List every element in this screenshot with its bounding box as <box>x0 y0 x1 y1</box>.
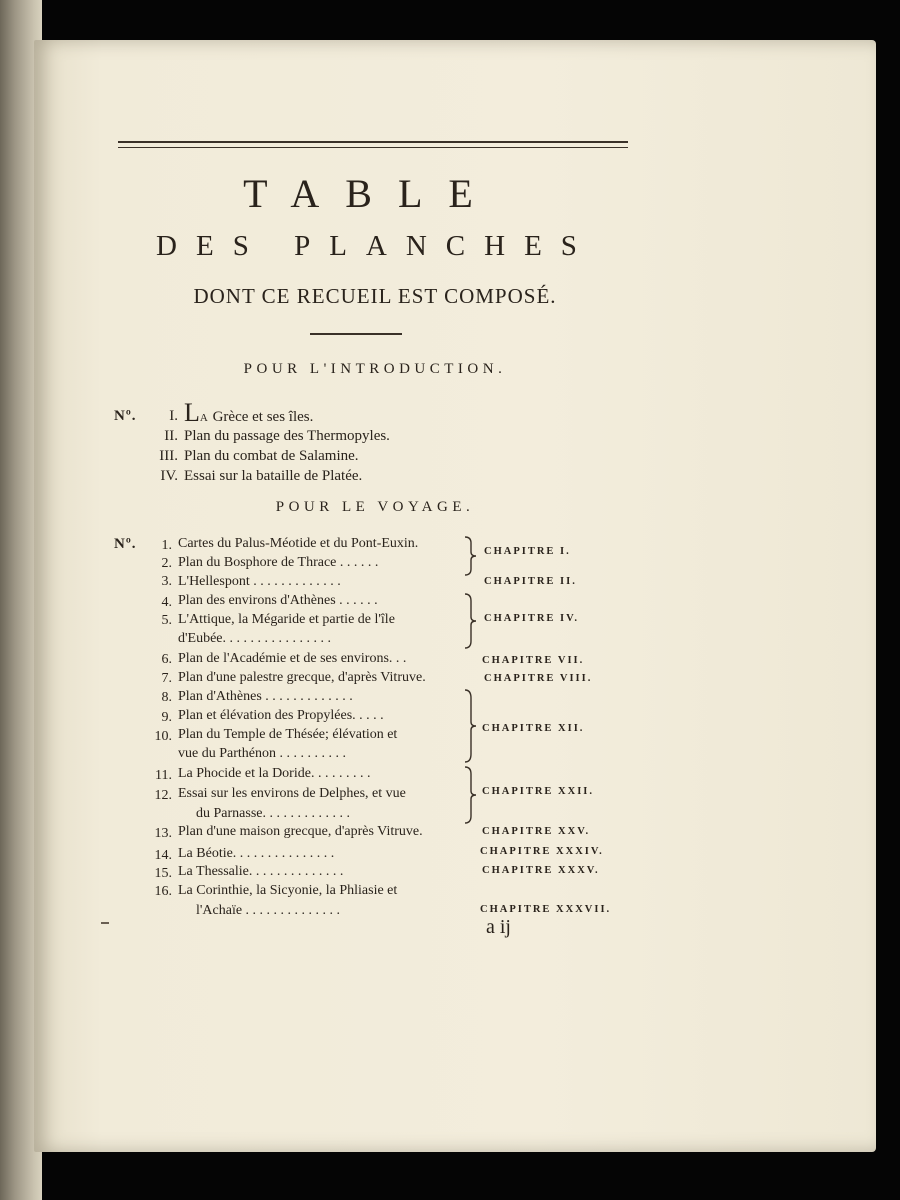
plate-number: II. <box>164 428 178 444</box>
plate-title: La Béotie. . . . . . . . . . . . . . . <box>178 846 335 861</box>
brace-mark <box>462 766 478 824</box>
number-marker: Nº. <box>114 536 137 552</box>
plate-title: La Phocide et la Doride. . . . . . . . . <box>178 766 371 781</box>
small-caps-letter: A <box>199 412 209 424</box>
plate-title: Plan d'une palestre grecque, d'après Vitruve. <box>178 670 426 685</box>
plate-number: 5. <box>161 613 172 628</box>
number-marker: Nº. <box>114 408 137 424</box>
plate-title: L'Attique, la Mégaride et partie de l'île <box>178 612 395 627</box>
plate-title: Plan du Bosphore de Thrace . . . . . . <box>178 555 379 570</box>
plate-title: l'Achaïe . . . . . . . . . . . . . . <box>196 903 341 918</box>
chapter-ref: CHAPITRE VIII. <box>484 673 593 684</box>
plate-number: 2. <box>161 556 172 571</box>
plate-title: Cartes du Palus-Méotide et du Pont-Euxin. <box>178 536 419 551</box>
plate-title: Plan d'Athènes . . . . . . . . . . . . . <box>178 689 353 704</box>
plate-number: 7. <box>161 671 172 686</box>
plate-title: Plan du combat de Salamine. <box>184 448 359 464</box>
chapter-ref: CHAPITRE II. <box>484 576 577 587</box>
chapter-ref: CHAPITRE IV. <box>484 613 579 624</box>
page-subtitle: DES PLANCHES <box>156 230 596 262</box>
brace-mark <box>462 593 478 649</box>
chapter-ref: CHAPITRE XXV. <box>482 826 591 837</box>
plate-number: 13. <box>154 826 172 841</box>
plate-number: 16. <box>154 884 172 899</box>
plate-number: 10. <box>154 729 172 744</box>
plate-title: La Thessalie. . . . . . . . . . . . . . <box>178 864 344 879</box>
plate-title-rest: Grèce et ses îles. <box>208 409 314 425</box>
plate-title: d'Eubée. . . . . . . . . . . . . . . . <box>178 631 332 646</box>
page-subtitle-2: DONT CE RECUEIL EST COMPOSÉ. <box>193 284 557 308</box>
chapter-ref: CHAPITRE VII. <box>482 655 585 666</box>
plate-title <box>184 400 313 426</box>
title-divider <box>310 333 402 335</box>
plate-number: IV. <box>160 468 178 484</box>
chapter-ref: CHAPITRE XXXV. <box>482 865 600 876</box>
plate-title: Plan d'une maison grecque, d'après Vitruve. <box>178 824 423 839</box>
plate-title: Plan des environs d'Athènes . . . . . . <box>178 593 378 608</box>
plate-number: 11. <box>155 768 172 783</box>
plate-number: 6. <box>161 652 172 667</box>
chapter-ref: CHAPITRE XXII. <box>482 786 595 797</box>
plate-number: 12. <box>154 788 172 803</box>
plate-title: La Corinthie, la Sicyonie, la Phliasie et <box>178 883 398 898</box>
plate-title: Essai sur la bataille de Platée. <box>184 468 363 484</box>
chapter-ref: CHAPITRE XII. <box>482 723 585 734</box>
chapter-ref: CHAPITRE I. <box>484 546 571 557</box>
plate-number: 1. <box>161 538 172 553</box>
plate-number: 14. <box>154 848 172 863</box>
section-heading-voyage: POUR LE VOYAGE. <box>275 499 475 515</box>
page-title: TABLE <box>243 171 499 216</box>
plate-number: 15. <box>154 866 172 881</box>
plate-number: 3. <box>161 574 172 589</box>
drop-cap: L <box>184 398 200 427</box>
plate-title: L'Hellespont . . . . . . . . . . . . . <box>178 574 341 589</box>
plate-number: I. <box>169 408 178 424</box>
chapter-ref: CHAPITRE XXXVII. <box>480 904 612 915</box>
plate-number: 4. <box>161 595 172 610</box>
plate-title: vue du Parthénon . . . . . . . . . . <box>178 746 346 761</box>
brace-mark <box>462 689 478 763</box>
section-heading-introduction: POUR L'INTRODUCTION. <box>243 361 507 377</box>
plate-number: III. <box>159 448 178 464</box>
brace-mark <box>462 536 478 576</box>
plate-title: Plan du Temple de Thésée; élévation et <box>178 727 398 742</box>
chapter-ref: CHAPITRE XXXIV. <box>480 846 604 857</box>
plate-number: 8. <box>161 690 172 705</box>
folio-signature: a ij <box>486 916 511 938</box>
plate-title: Plan du passage des Thermopyles. <box>184 428 390 444</box>
plate-title: Essai sur les environs de Delphes, et vue <box>178 786 406 801</box>
plate-title: Plan et élévation des Propylées. . . . . <box>178 708 384 723</box>
plate-title: du Parnasse. . . . . . . . . . . . . <box>196 806 350 821</box>
top-double-rule <box>118 141 628 148</box>
margin-mark <box>101 922 109 924</box>
plate-number: 9. <box>161 710 172 725</box>
plate-title: Plan de l'Académie et de ses environs. . . <box>178 651 407 666</box>
